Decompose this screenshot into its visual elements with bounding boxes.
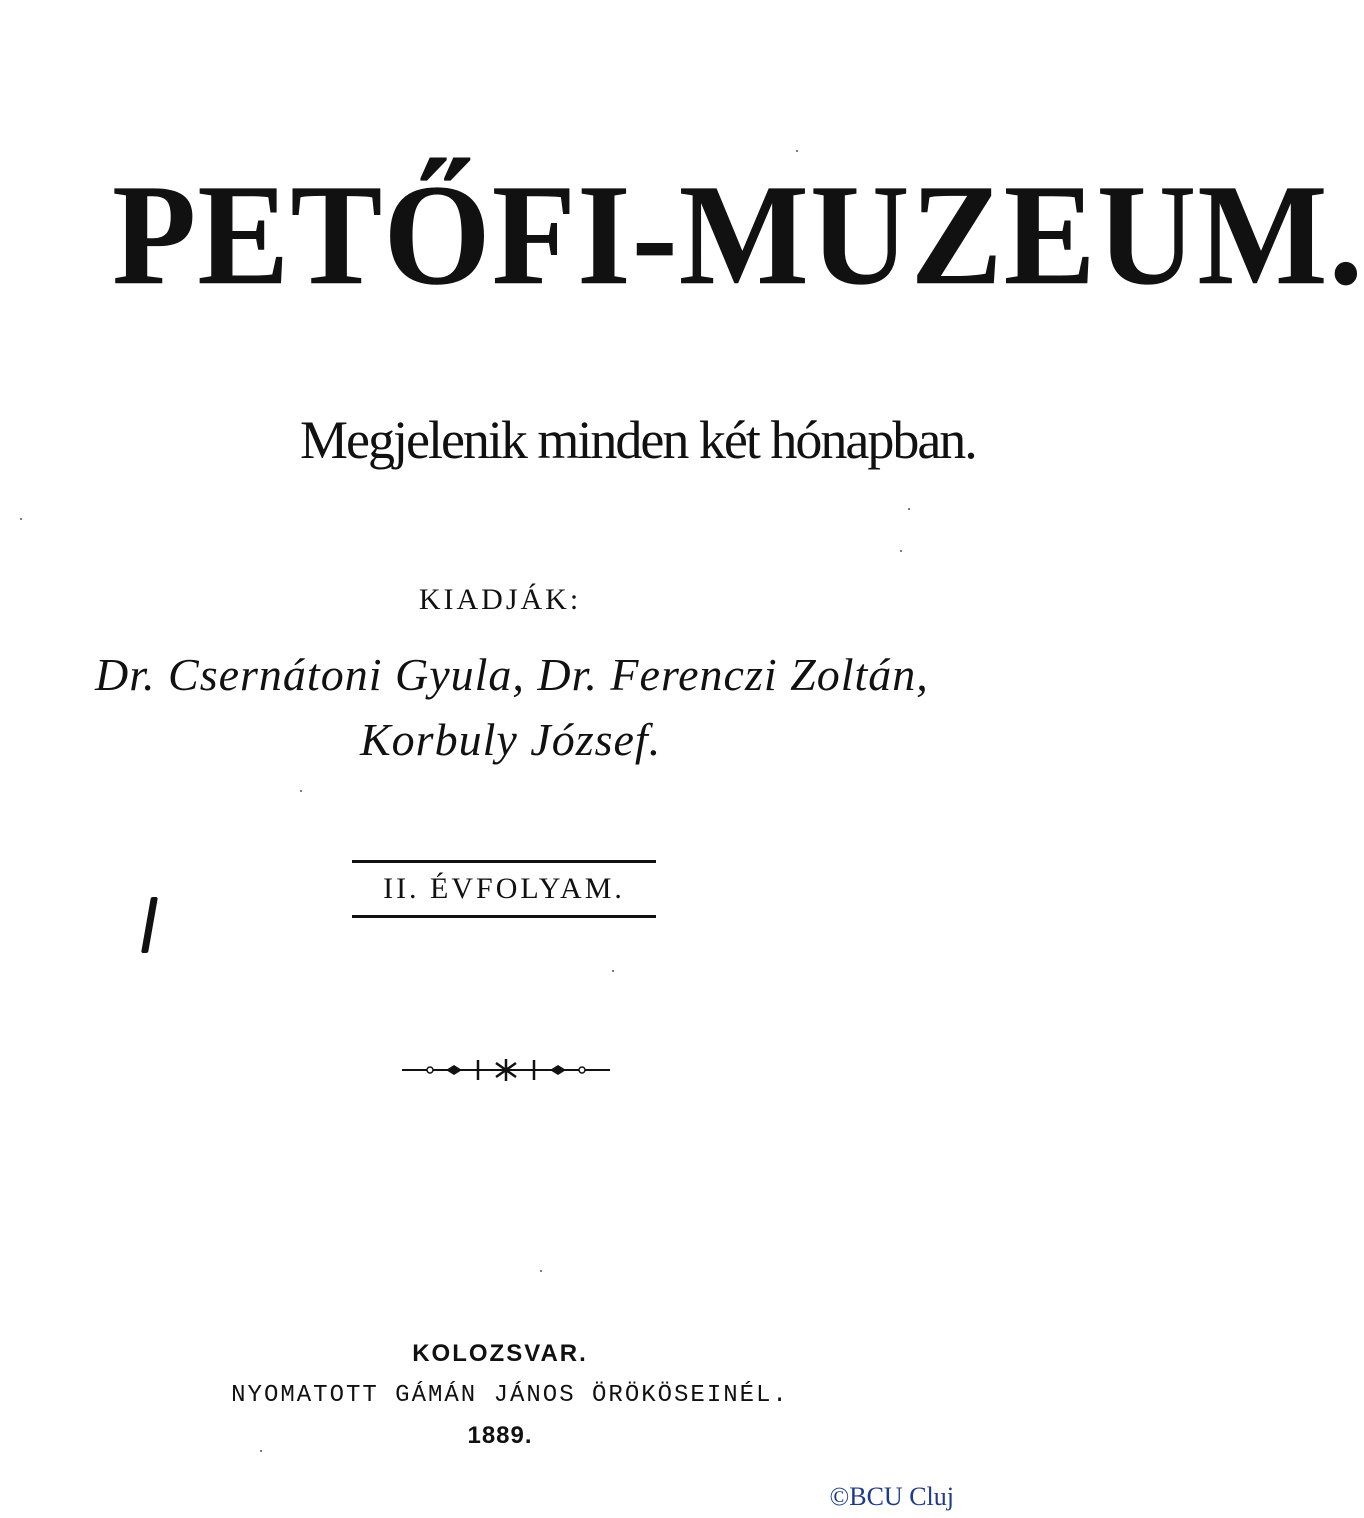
paper-speck	[540, 1270, 542, 1272]
publishers-label: KIADJÁK:	[418, 583, 582, 616]
journal-subtitle: Megjelenik minden két hónapban.	[300, 410, 976, 470]
imprint-printer: NYOMATOTT GÁMÁN JÁNOS ÖRÖKÖSEINÉL.	[231, 1382, 789, 1409]
paper-speck	[796, 150, 798, 152]
publishers-names-line2: Korbuly József.	[360, 714, 662, 765]
paper-speck	[260, 1450, 262, 1452]
paper-speck	[300, 790, 302, 792]
journal-title: PETŐFI-MUZEUM.	[112, 154, 1364, 315]
volume-rule-top	[352, 860, 656, 863]
volume-rule-bottom	[352, 915, 656, 918]
imprint-city: KOLOZSVAR.	[412, 1340, 588, 1367]
paper-speck	[900, 550, 902, 552]
publishers-names-line1: Dr. Csernátoni Gyula, Dr. Ferenczi Zoltán,	[95, 649, 929, 700]
imprint-year: 1889.	[467, 1422, 533, 1449]
library-watermark: ©BCU Cluj	[829, 1482, 954, 1511]
paper-speck	[20, 518, 22, 520]
volume-label: II. ÉVFOLYAM.	[383, 872, 625, 905]
printer-ornament-icon	[400, 1055, 612, 1085]
paper-speck	[908, 508, 910, 510]
paper-speck	[612, 970, 614, 972]
ink-mark	[141, 897, 158, 953]
